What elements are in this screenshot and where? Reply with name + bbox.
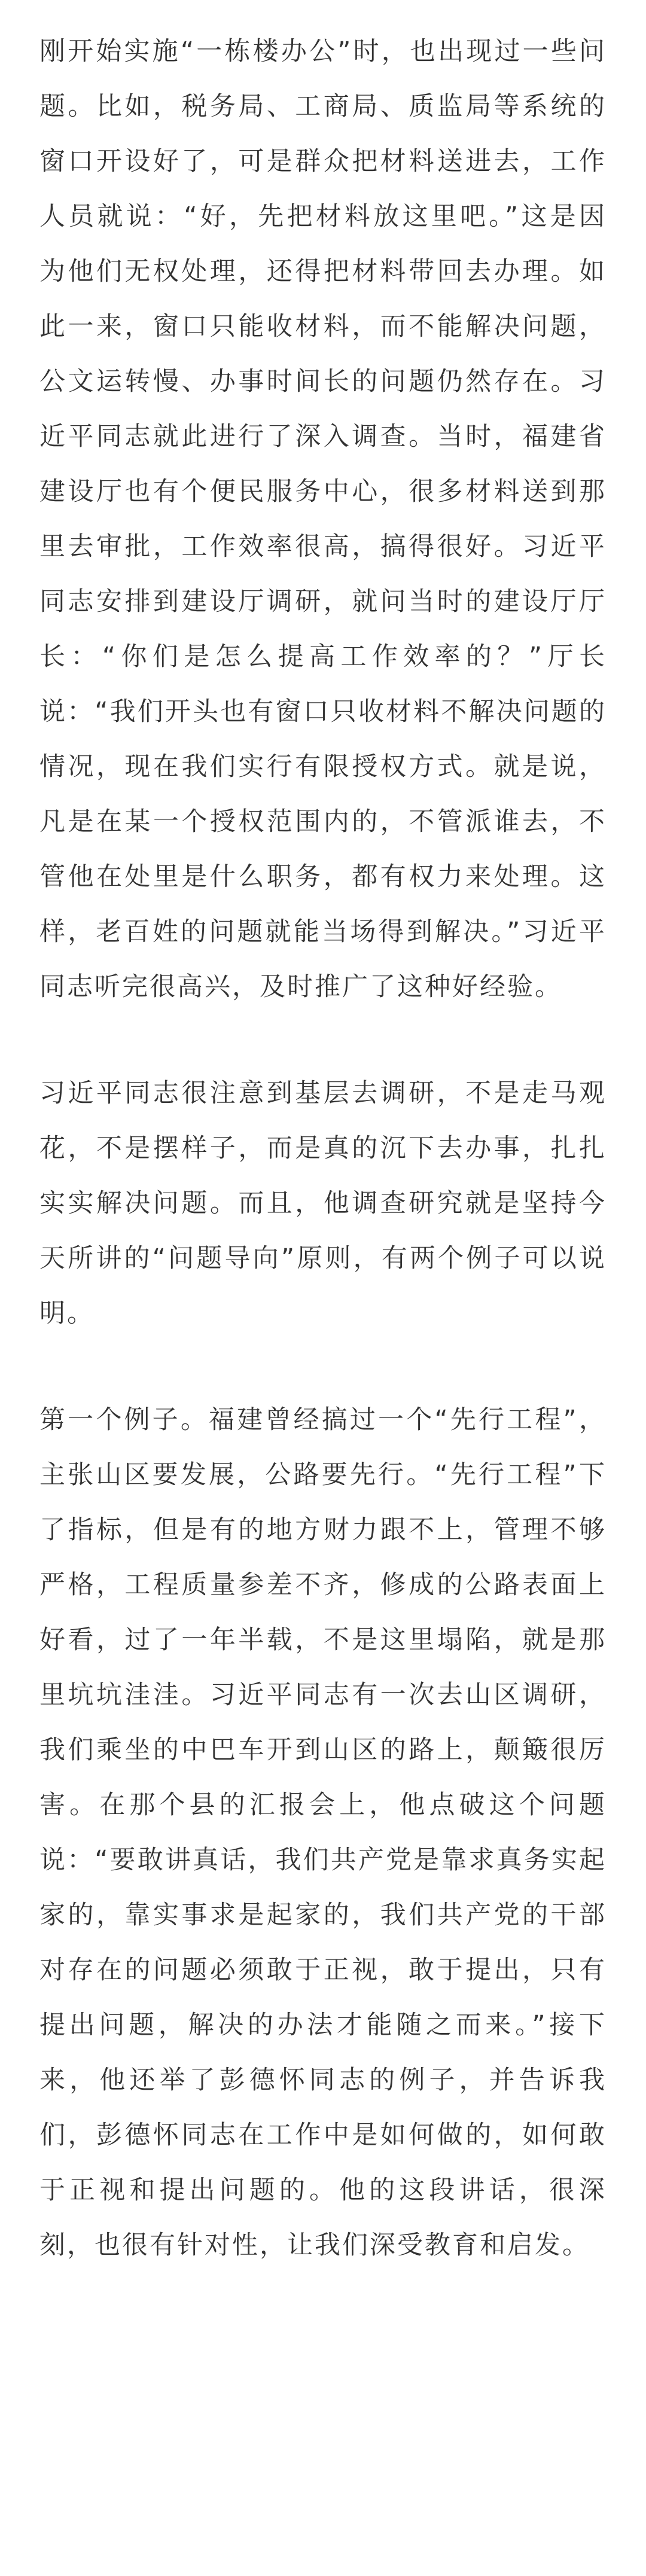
paragraph-grassroots-research: 习近平同志很注意到基层去调研，不是走马观花，不是摆样子，而是真的沉下去办事，扎扎实实解决问题。而且，他调查研究就是坚持今天所讲的“问题导向”原则，有两个例子可以说明。: [39, 1078, 607, 1328]
article-body: [39, 24, 607, 2273]
paragraph-first-example: 第一个例子。福建曾经搞过一个“先行工程”，主张山区要发展，公路要先行。“先行工程”下了指标，但是有的地方财力跟不上，管理不够严格，工程质量参差不齐，修成的公路表面上好看，过了一年半载，不是这里塌陷，就是那里坑坑洼洼。习近平同志有一次去山区调研，我们乘坐的中巴车开到山区的路上，颠簸很厉害。在那个县的汇报会上，他点破这个问题说：“要敢讲真话，我们共产党是靠求真务实起家的，靠实事求是起家的，我们共产党的干部对存在的问题必须敢于正视，敢于提出，只有提出问题，解决的办法才能随之而来。”接下来，他还举了彭德怀同志的例子，并告诉我们，彭德怀同志在工作中是如何做的，如何敢于正视和提出问题的。他的这段讲话，很深刻，也很有针对性，让我们深受教育和启发。: [39, 1405, 607, 2260]
paragraph-one-building-office: 刚开始实施“一栋楼办公”时，也出现过一些问题。比如，税务局、工商局、质监局等系统的窗口开设好了，可是群众把材料送进去，工作人员就说：“好，先把材料放这里吧。”这是因为他们无权处理，还得把材料带回去办理。如此一来，窗口只能收材料，而不能解决问题，公文运转慢、办事时间长的问题仍然存在。习近平同志就此进行了深入调查。当时，福建省建设厅也有个便民服务中心，很多材料送到那里去审批，工作效率很高，搞得很好。习近平同志安排到建设厅调研，就问当时的建设厅厅长：“你们是怎么提高工作效率的？”厅长说：“我们开头也有窗口只收材料不解决问题的情况，现在我们实行有限授权方式。就是说，凡是在某一个授权范围内的，不管派谁去，不管他在处里是什么职务，都有权力来处理。这样，老百姓的问题就能当场得到解决。”习近平同志听完很高兴，及时推广了这种好经验。: [39, 36, 607, 1002]
